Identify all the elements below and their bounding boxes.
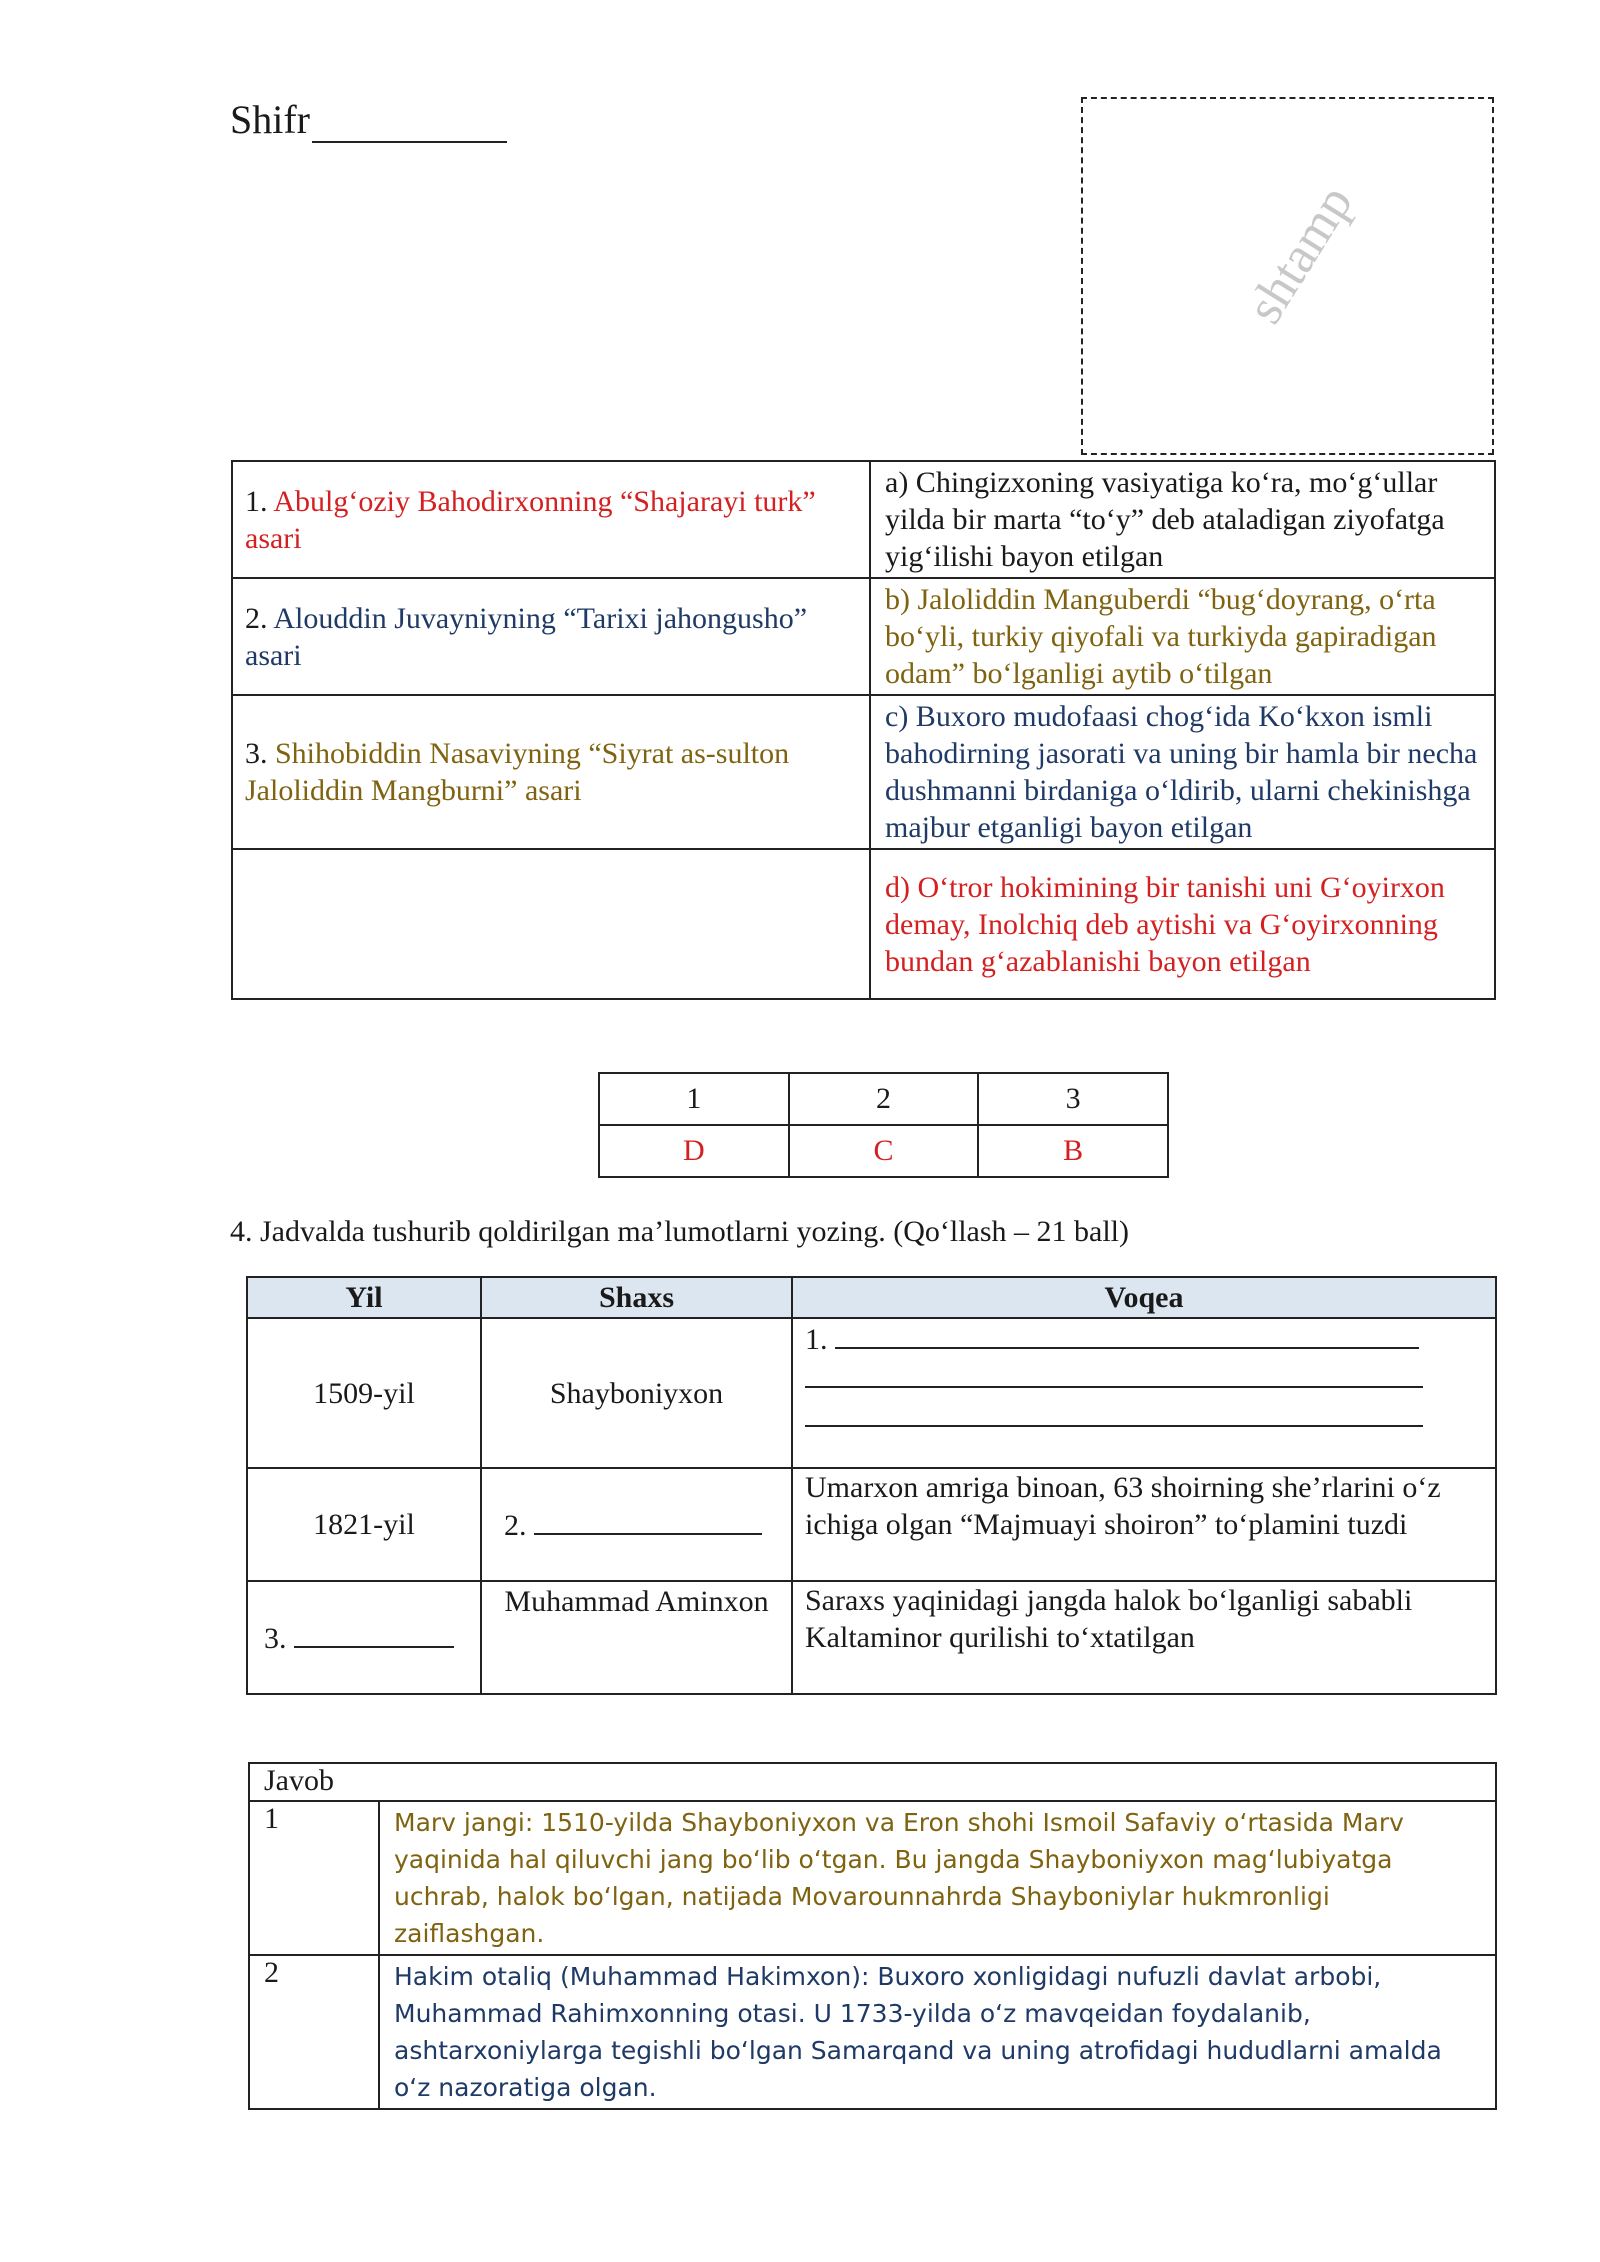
answer-blank[interactable]: [534, 1505, 762, 1535]
table-row: [599, 1073, 1168, 1125]
right-text: c) Buxoro mudofaasi chog‘ida Ko‘kxon ismli bahodirning jasorati va uning bir hamla bir necha dushmanni birdaniga o‘ldirib, ularni chekinishga majbur etganligi bayon etilgan: [885, 700, 1478, 844]
question-4-text: 4. Jadvalda tushurib qoldirilgan ma’lumotlarni yozing. (Qo‘llash – 21 ball): [230, 1215, 1129, 1248]
yil-cell[interactable]: [247, 1581, 481, 1694]
right-text: b) Jaloliddin Manguberdi “bug‘doyrang, o‘rta bo‘yli, turkiy qiyofali va turkiyda gapiradigan odam” bo‘lganligi aytib o‘tilgan: [885, 583, 1437, 690]
table-row: [232, 461, 1495, 578]
answer-text: Marv jangi: 1510-yilda Shayboniyxon va Eron shohi Ismoil Safaviy o‘rtasida Marv yaqinida hal qiluvchi jang bo‘lib o‘tgan. Bu jangda Shayboniyxon mag‘lubiyatga uchrab, halok bo‘lgan, natijada Movarounnahrda Shayboniylar hukmronligi zaiflashgan.: [379, 1801, 1496, 1955]
table-row: [247, 1468, 1496, 1581]
table-row: [247, 1581, 1496, 1694]
voqea-cell: Saraxs yaqinidagi jangda halok bo‘lganligi sababli Kaltaminor qurilishi to‘xtatilgan: [792, 1581, 1496, 1694]
stamp-label: shtamp: [1236, 175, 1364, 334]
matching-left-cell: [232, 578, 870, 695]
grid-header: 1: [599, 1073, 789, 1125]
answer-blank[interactable]: [294, 1618, 454, 1648]
col-header-shaxs: Shaxs: [481, 1277, 792, 1318]
table-row: [247, 1318, 1496, 1468]
matching-right-cell: [870, 695, 1495, 849]
right-text: a) Chingizxoning vasiyatiga ko‘ra, mo‘g‘ullar yilda bir marta “to‘y” deb ataladigan ziyofatga yig‘ilishi bayon etilgan: [885, 466, 1445, 573]
left-text: Shihobiddin Nasaviyning “Siyrat as-sulton Jaloliddin Mangburni” asari: [245, 737, 790, 807]
yil-cell: 1821-yil: [247, 1468, 481, 1581]
yil-cell: 1509-yil: [247, 1318, 481, 1468]
shaxs-cell: Muhammad Aminxon: [481, 1581, 792, 1694]
answer-blank[interactable]: [805, 1358, 1423, 1388]
grid-answer[interactable]: B: [978, 1125, 1168, 1177]
table-row: [232, 695, 1495, 849]
answers-table: [248, 1762, 1497, 2110]
shifr-field: [230, 96, 507, 143]
grid-header: 2: [789, 1073, 979, 1125]
answer-blank[interactable]: [835, 1319, 1419, 1349]
answer-num: 1: [249, 1801, 379, 1955]
answer-grid: [598, 1072, 1169, 1178]
shaxs-num: 2.: [504, 1509, 527, 1542]
matching-left-cell: [232, 695, 870, 849]
grid-header: 3: [978, 1073, 1168, 1125]
table-row: [599, 1125, 1168, 1177]
left-text: Alouddin Juvayniyning “Tarixi jahongusho” asari: [245, 601, 808, 672]
matching-right-cell: [870, 849, 1495, 999]
left-num: 2.: [245, 601, 268, 635]
table-row: [249, 1801, 1496, 1955]
matching-left-cell: [232, 461, 870, 578]
answer-blank[interactable]: [805, 1397, 1423, 1427]
grid-answer[interactable]: C: [789, 1125, 979, 1177]
question-4-table: [246, 1276, 1497, 1695]
matching-right-cell: [870, 578, 1495, 695]
answers-title: Javob: [249, 1763, 1496, 1801]
answer-text: Hakim otaliq (Muhammad Hakimxon): Buxoro xonligidagi nufuzli davlat arbobi, Muhammad Rahimxonning otasi. U 1733-yilda o‘z mavqeidan foydalanib, ashtarxoniylarga tegishli bo‘lgan Samarqand va uning atrofidagi hududlarni amalda o‘z nazoratiga olgan.: [379, 1955, 1496, 2109]
col-header-yil: Yil: [247, 1277, 481, 1318]
left-num: 3.: [245, 737, 268, 770]
shaxs-cell[interactable]: [481, 1468, 792, 1581]
matching-table: [231, 460, 1496, 1000]
shifr-label: Shifr: [230, 97, 310, 142]
shaxs-cell: Shayboniyxon: [481, 1318, 792, 1468]
voqea-cell: Umarxon amriga binoan, 63 shoirning she’rlarini o‘z ichiga olgan “Majmuayi shoiron” to‘plamini tuzdi: [792, 1468, 1496, 1581]
left-text: Abulg‘oziy Bahodirxonning “Shajarayi turk” asari: [245, 484, 816, 555]
col-header-voqea: Voqea: [792, 1277, 1496, 1318]
voqea-num: 1.: [805, 1323, 828, 1356]
table-row: [232, 578, 1495, 695]
table-header-row: [247, 1277, 1496, 1318]
table-row: [232, 849, 1495, 999]
matching-left-cell: [232, 849, 870, 999]
shifr-blank[interactable]: [312, 107, 507, 143]
right-text: d) O‘tror hokimining bir tanishi uni G‘oyirxon demay, Inolchiq deb aytishi va G‘oyirxonning bundan g‘azablanishi bayon etilgan: [885, 870, 1445, 978]
yil-num: 3.: [264, 1622, 287, 1655]
table-row: [249, 1955, 1496, 2109]
grid-answer[interactable]: D: [599, 1125, 789, 1177]
left-num: 1.: [245, 484, 268, 518]
table-header-row: [249, 1763, 1496, 1801]
matching-right-cell: [870, 461, 1495, 578]
answer-num: 2: [249, 1955, 379, 2109]
voqea-cell[interactable]: [792, 1318, 1496, 1468]
